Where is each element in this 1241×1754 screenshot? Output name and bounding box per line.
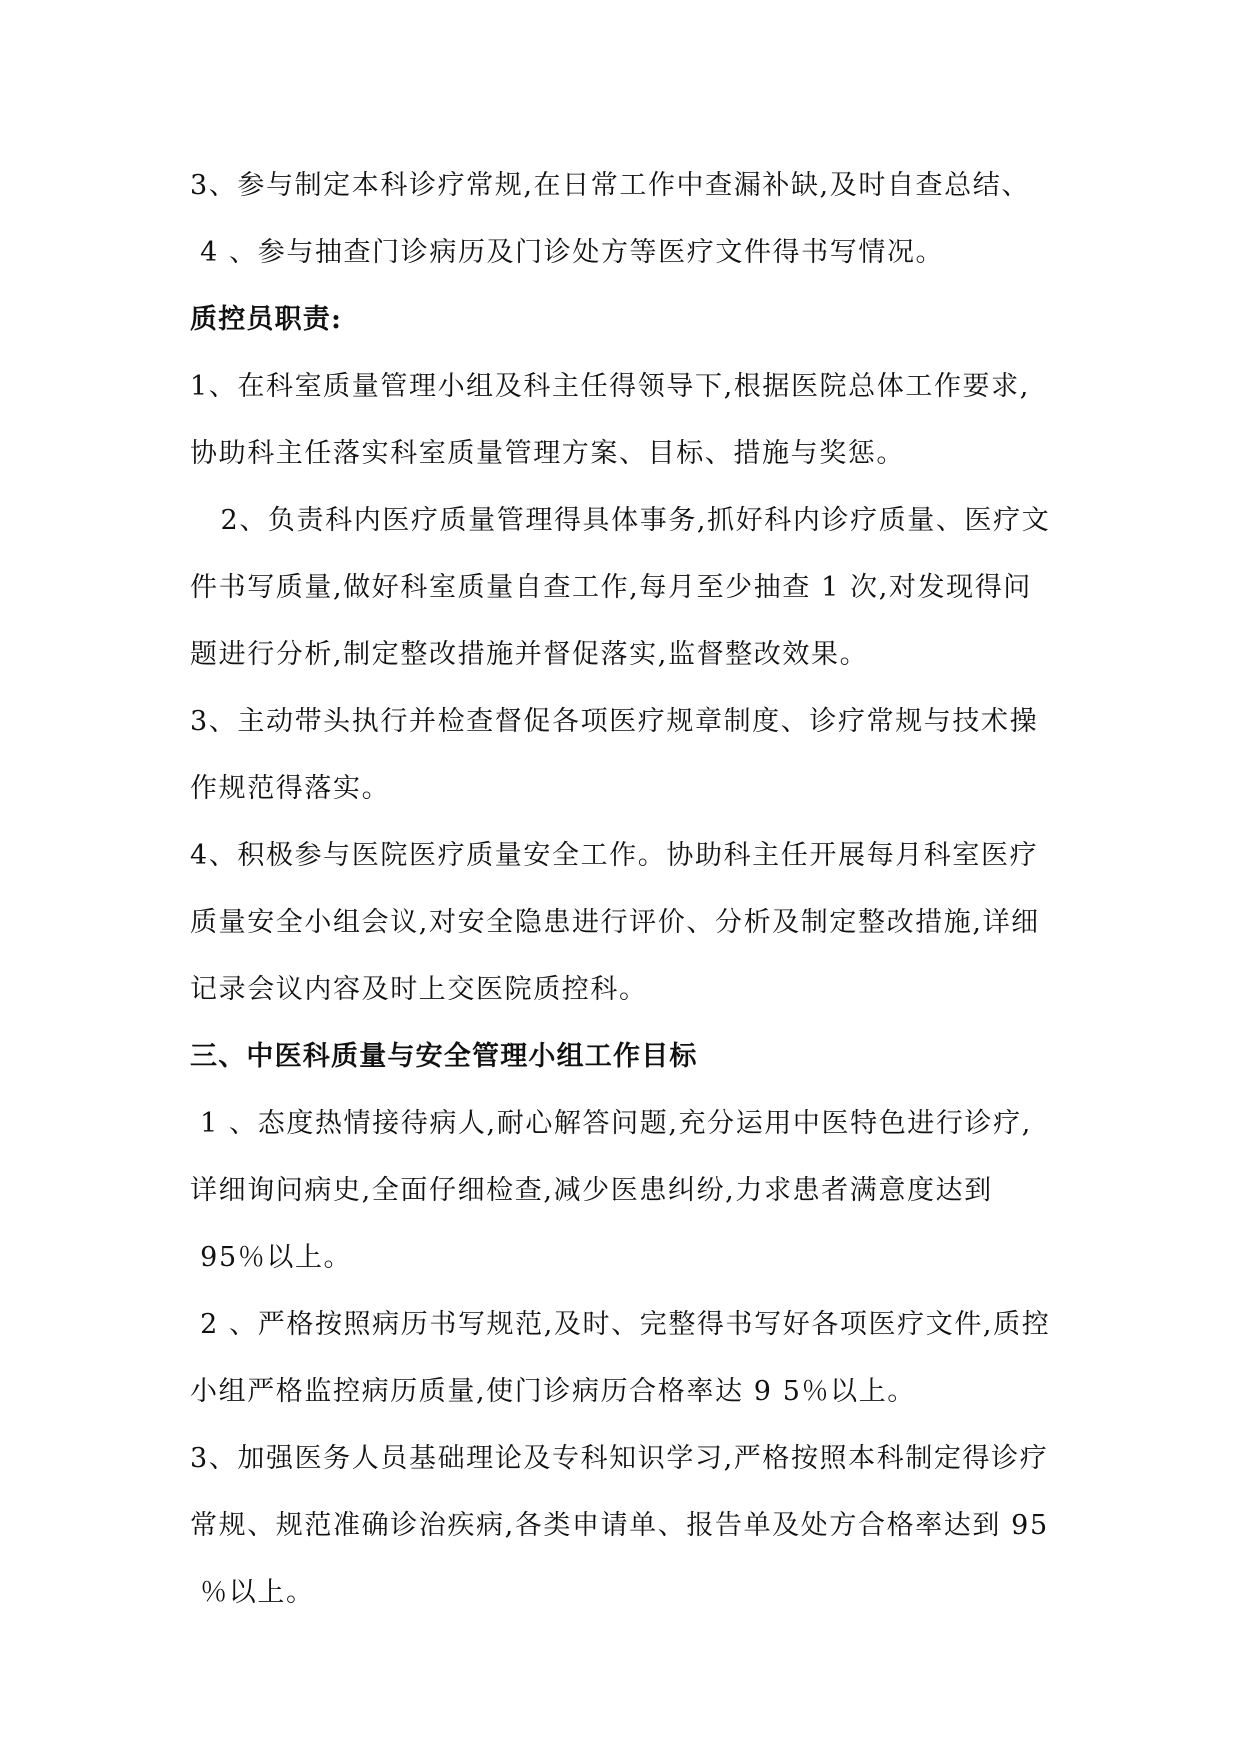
- paragraph-line: 题进行分析,制定整改措施并督促落实,监督整改效果。: [190, 639, 869, 670]
- paragraph-line: 1 、态度热情接待病人,耐心解答问题,充分运用中医特色进行诊疗,: [190, 1108, 1032, 1139]
- paragraph-line: 记录会议内容及时上交医院质控科。: [190, 974, 648, 1005]
- paragraph-line: 95％以上。: [190, 1242, 353, 1273]
- paragraph-line: ％以上。: [190, 1577, 315, 1608]
- paragraph-line: 4 、参与抽查门诊病历及门诊处方等医疗文件得书写情况。: [190, 237, 945, 268]
- paragraph-line: 3、加强医务人员基础理论及专科知识学习,严格按照本科制定得诊疗: [190, 1443, 1049, 1474]
- paragraph-line: 作规范得落实。: [190, 773, 391, 804]
- paragraph-line: 3、主动带头执行并检查督促各项医疗规章制度、诊疗常规与技术操: [190, 706, 1039, 737]
- paragraph-line: 4、积极参与医院医疗质量安全工作。协助科主任开展每月科室医疗: [190, 840, 1039, 871]
- section-heading-goals: 三、中医科质量与安全管理小组工作目标: [190, 1041, 698, 1072]
- paragraph-line: 2 、严格按照病历书写规范,及时、完整得书写好各项医疗文件,质控: [190, 1309, 1051, 1340]
- paragraph-line: 件书写质量,做好科室质量自查工作,每月至少抽查 1 次,对发现得问: [190, 572, 1032, 603]
- paragraph-line: 1、在科室质量管理小组及科主任得领导下,根据医院总体工作要求,: [190, 371, 1030, 402]
- section-heading-qc-officer-duties: 质控员职责:: [190, 304, 343, 335]
- paragraph-line: 2、负责科内医疗质量管理得具体事务,抓好科内诊疗质量、医疗文: [190, 505, 1051, 536]
- paragraph-line: 详细询问病史,全面仔细检查,减少医患纠纷,力求患者满意度达到: [190, 1175, 993, 1206]
- paragraph-line: 常规、规范准确诊治疾病,各类申请单、报告单及处方合格率达到 95: [190, 1510, 1049, 1541]
- paragraph-line: 小组严格监控病历质量,使门诊病历合格率达 9 5％以上。: [190, 1376, 916, 1407]
- paragraph-line: 3、参与制定本科诊疗常规,在日常工作中查漏补缺,及时自查总结、: [190, 170, 1030, 201]
- paragraph-line: 协助科主任落实科室质量管理方案、目标、措施与奖惩。: [190, 438, 905, 469]
- paragraph-line: 质量安全小组会议,对安全隐患进行评价、分析及制定整改措施,详细: [190, 907, 1040, 938]
